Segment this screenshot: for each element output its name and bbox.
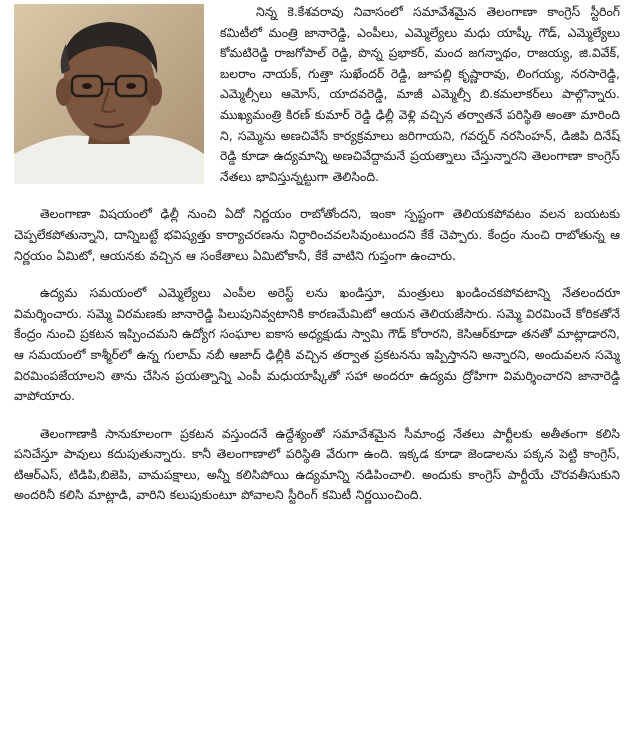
paragraph-1: నిన్న కె.కేశవరావు నివాసంలో సమావేశమైన తెలంగాణా కాంగ్రెస్ స్టీరింగ్ కమిటీలో మంత్రి జానారెడ్డి, ఎంపీలు, ఎమ్మెల్యేలు మధు యాష్కీ గౌడ్, ఎమ్మెల్యేలు కోమటిరెడ్డి రాజగోపాల్ రెడ్డి, పొన్న ప్రభాకర్, మంద జగన్నాథం, రాజయ్య, జి.వివేక్, బలరాం నాయక్, గుత్తా సుఖేందర్ రెడ్డి, జూపల్లి కృష్ణారావు, లింగయ్య, నరసారెడ్డి, ఎమ్మెల్సీలు ఆమోస్, యాదవరెడ్డి, మాజీ ఎమ్మెల్సీ బి.కమలాకర్‌లు పాల్గొన్నారు. ముఖ్యమంత్రి కిరణ్ కుమార్ రెడ్డి ఢిల్లీ వెళ్లి వచ్చిన తర్వాతనే పరిస్థితి అంతా మారింది ని, సమ్మెను అణచివేసే కార్యక్రమాలు జరిగాయని, గవర్నర్ నరసింహన్, డిజిపి దినేష్ రెడ్డి కూడా ఉద్యమాన్ని అణచివేద్దామనే ప్రయత్నాలు చేస్తున్నారని తెలంగాణా కాంగ్రెస్ నేతలు భావిస్తున్నట్టుగా తెలిసింది. [220, 4, 620, 184]
article-body [14, 2, 620, 523]
paragraph-2: తెలంగాణా విషయంలో ఢిల్లీ నుంచి ఏదో నిర్ణయం రాబోతోందని, ఇంకా స్పష్టంగా తెలియకపోవటం వలన బయటకు చెప్పలేకపోతున్నాని, దాన్నిబట్టే భవిష్యత్తు కార్యాచరణను నిర్ధారించవలసివుంటుందని కేకే చెప్పారు. కేంద్రం నుంచి రాబోతున్న ఆ నిర్ణయం ఏమిటో, ఆయనకు వచ్చిన ఆ సంకేతాలు ఏమిటోకానీ, కేకే వాటిని గుప్తంగా ఉంచారు. [14, 206, 620, 263]
photo-float-spacer [14, 2, 220, 186]
paragraph-4: తెలంగాణాకి సానుకూలంగా ప్రకటన వస్తుందనే ఉద్దేశ్యంతో సమావేశమైన సీమాంధ్ర నేతలు పార్టీలకు అతీతంగా కలిసి పనిచేస్తూ పావులు కదుపుతున్నారు. కానీ తెలంగాణాలో పరిస్థితి వేరుగా ఉంది. ఇక్కడ కూడా జెండాలను పక్కన పెట్టి కాంగ్రెస్, టిఆర్ఎస్, టిడిపి,బిజెపి, వామపక్షాలు, అన్నీ కలిసిపోయి ఉద్యమాన్ని నడిపించాలి. అందుకు కాంగ్రెస్ పార్టీయే చొరవతీసుకుని అందరినీ కలిసి మాట్లాడి, వారిని కలుపుకుంటూ పోవాలని స్టీరింగ్ కమిటీ నిర్ణయించింది. [14, 425, 620, 503]
paragraph-3: ఉద్యమ సమయంలో ఎమ్మెల్యేలు ఎంపీల అరెస్ట్ లను ఖండిస్తూ, మంత్రులు ఖండించకపోవటాన్ని నేతలందరూ విమర్శించారు. సమ్మె విరమణకు జానారెడ్డి పిలుపునివ్వటానికి కారణమేమిటో ఆయన తెలియజేసారు. సమ్మె విరమించే కోరికతోనే కేంద్రం నుంచి ప్రకటన ఇప్పించమని ఉద్యోగ సంఘాల ఐకాస అధ్యక్షుడు స్వామి గౌడ్ కోరారని, కెసిఆర్‌కూడా తనతో మాట్లాడారని, ఆ సమయంలో కాశ్మీర్‌లో ఉన్న గులామ్ నబీ ఆజాద్ ఢిల్లీకి వచ్చిన తర్వాత ప్రకటనను ఇప్పిస్తానని అన్నారని, అందువలన సమ్మె విరమింపజేయాలని తాను చేసిన ప్రయత్నాన్ని ఎంపీ మధుయాష్కీతో సహా అందరూ ఉద్యమ ద్రోహిగా విమర్శించారని జానారెడ్డి వాపోయారు. [14, 285, 620, 404]
